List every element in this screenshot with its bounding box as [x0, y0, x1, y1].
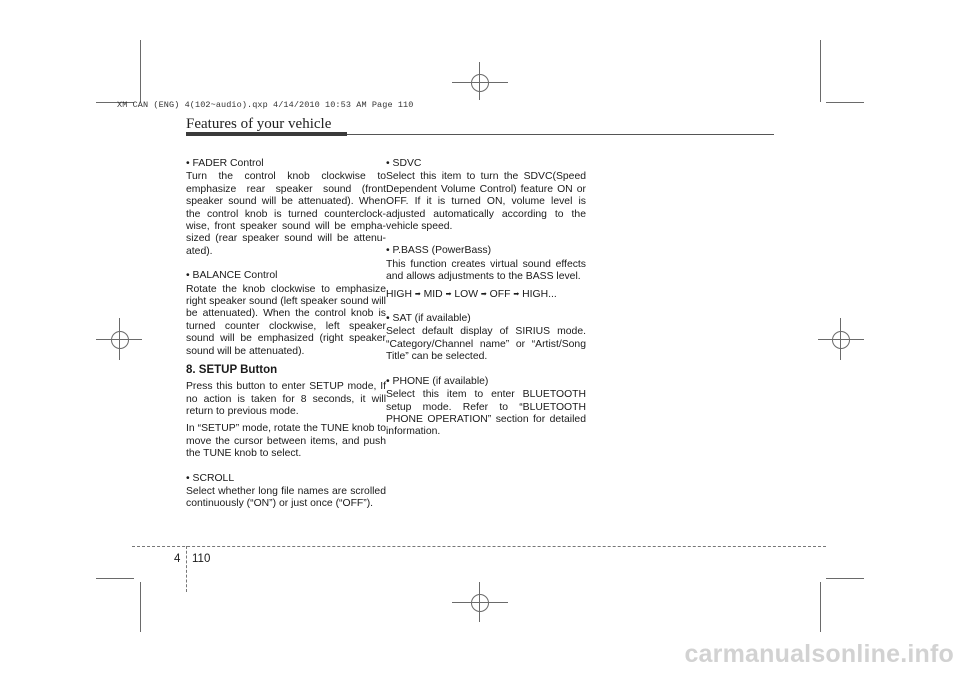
- page-number: 110: [192, 553, 211, 565]
- registration-mark-top: [471, 74, 489, 92]
- footer-rule: [132, 546, 826, 547]
- registration-mark-bottom: [471, 594, 489, 612]
- sdvc-title: • SDVC: [386, 158, 422, 169]
- scroll-title: • SCROLL: [186, 472, 235, 484]
- pbass-sequence: [386, 289, 586, 301]
- balance-title: • BALANCE Control: [186, 270, 278, 282]
- sat-title: • SAT (if available): [386, 313, 471, 325]
- pbass-seq-high-repeat: HIGH...: [522, 288, 557, 300]
- fader-text: Turn the control knob clockwise to emphasize rear speaker sound (front speaker sound will be attenuated). When the control knob is turned counterclock-wise, front speaker sound will be empha-sized (rear speaker sound will be attenu-ated).: [186, 171, 386, 257]
- header-rule-thick: [186, 132, 347, 136]
- sat-text: Select default display of SIRIUS mode. “Category/Channel name” or “Artist/Song Title” can be selected.: [386, 326, 586, 363]
- setup-text-2: In “SETUP” mode, rotate the TUNE knob to move the cursor between items, and push the TUNE knob to select.: [186, 423, 386, 460]
- arrow-right-icon: ➡: [414, 290, 421, 298]
- header-rule-thin: [347, 134, 774, 135]
- watermark-text: carmanualsonline.info: [684, 640, 954, 668]
- sdvc-text: Select this item to turn the SDVC(Speed Dependent Volume Control) feature ON or OFF. If it is turned ON, volume level is adjusted automatically according to the vehicle speed.: [386, 171, 586, 233]
- right-column: [386, 158, 586, 444]
- pbass-seq-mid: MID: [423, 288, 443, 300]
- arrow-right-icon: ➡: [445, 290, 452, 298]
- fader-title: • FADER Control: [186, 158, 264, 169]
- chapter-number: 4: [174, 553, 181, 565]
- registration-mark-left: [111, 331, 129, 349]
- pbass-text: This function creates virtual sound effects and allows adjustments to the BASS level.: [386, 258, 586, 283]
- phone-text: Select this item to enter BLUETOOTH setup mode. Refer to “BLUETOOTH PHONE OPERATION” section for detailed information.: [386, 389, 586, 438]
- setup-text-1: Press this button to enter SETUP mode, If no action is taken for 8 seconds, it will return to previous mode.: [186, 381, 386, 417]
- pbass-title: • P.BASS (PowerBass): [386, 245, 492, 257]
- pbass-seq-off: OFF: [489, 288, 511, 300]
- arrow-right-icon: ➡: [480, 290, 487, 298]
- print-slug: XM CAN (ENG) 4(102~audio).qxp 4/14/2010 10:53 AM Page 110: [117, 100, 414, 110]
- setup-heading: 8. SETUP Button: [186, 364, 278, 377]
- balance-text: Rotate the knob clockwise to emphasize right speaker sound (left speaker sound will be attenuated). When the control knob is turned counter clockwise, left speaker sound will be emphasized (right speaker sound will be attenuated).: [186, 283, 386, 357]
- phone-title: • PHONE (if available): [386, 375, 489, 387]
- scroll-text: Select whether long file names are scrolled continuously (“ON”) or just once (“OFF”).: [186, 485, 386, 510]
- registration-mark-right: [832, 331, 850, 349]
- footer-divider: [186, 546, 187, 592]
- left-column: [186, 158, 386, 516]
- page-header-title: Features of your vehicle: [186, 116, 332, 132]
- pbass-seq-high: HIGH: [386, 288, 412, 300]
- pbass-seq-low: LOW: [454, 288, 479, 300]
- arrow-right-icon: ➡: [513, 290, 520, 298]
